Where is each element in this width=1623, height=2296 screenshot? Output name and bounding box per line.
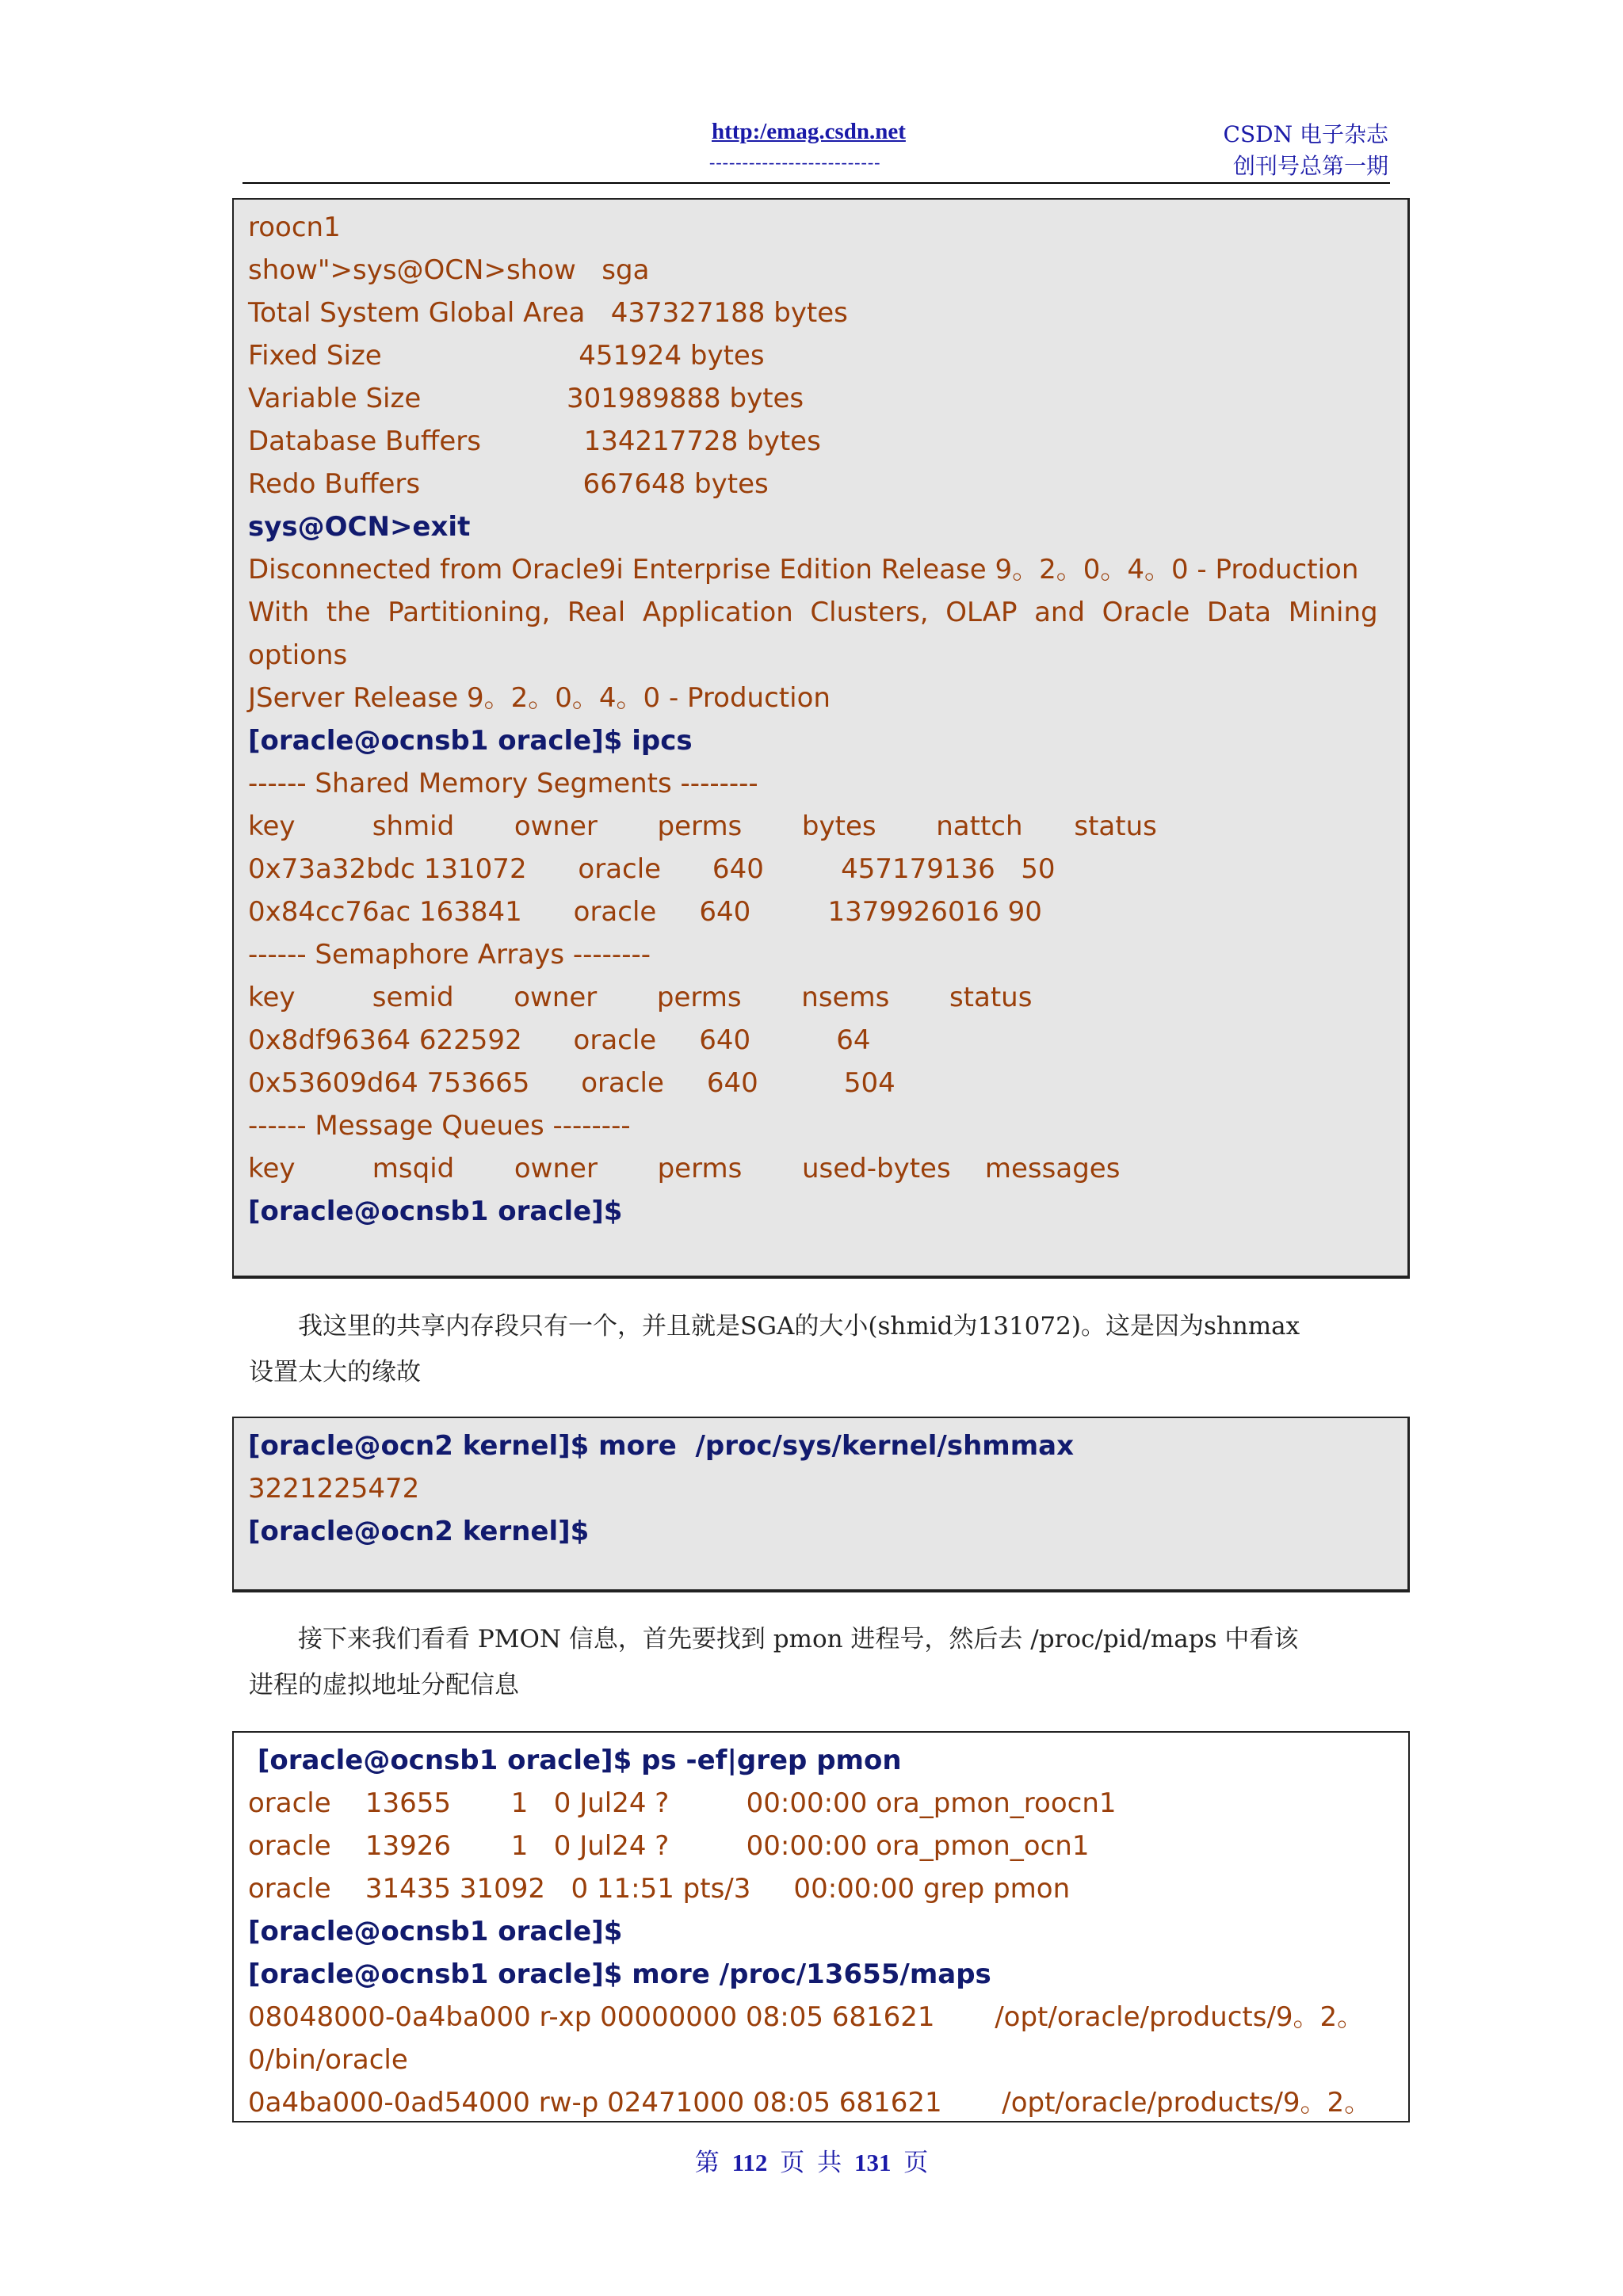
output-line: options [248, 639, 348, 671]
output-line: 0/bin/oracle [248, 2044, 408, 2076]
footer-suffix: 页 [903, 2149, 929, 2177]
output-line: 08048000-0a4ba000 r-xp 00000000 08:05 681621 /opt/oracle/products/9。2。 [248, 2001, 1365, 2033]
output-line: show">sys@OCN>show sga [248, 254, 650, 286]
header-magazine-title [1224, 119, 1388, 182]
output-line: 0x53609d64 753665 oracle 640 504 [248, 1067, 896, 1099]
output-line: 0x84cc76ac 163841 oracle 640 1379926016 90 [248, 896, 1042, 928]
command-line: [oracle@ocn2 kernel]$ more /proc/sys/kernel/shmmax [248, 1430, 1074, 1462]
output-line: Fixed Size 451924 bytes [248, 340, 765, 372]
paragraph-line: 接下来我们看看 PMON 信息，首先要找到 pmon 进程号，然后去 /proc/pid/maps 中看该 [298, 1625, 1299, 1653]
command-line: [oracle@ocn2 kernel]$ [248, 1516, 590, 1547]
output-line: 3221225472 [248, 1473, 420, 1505]
footer-prefix: 第 [694, 2149, 720, 2177]
paragraph-line: 进程的虚拟地址分配信息 [249, 1671, 519, 1699]
footer-mid: 页 共 [780, 2149, 842, 2177]
command-line: sys@OCN>exit [248, 511, 471, 543]
output-line: oracle 13926 1 0 Jul24 ? 00:00:00 ora_pmon_ocn1 [248, 1830, 1090, 1862]
paragraph-line: 设置太大的缘故 [249, 1358, 421, 1386]
paragraph-line: 我这里的共享内存段只有一个，并且就是SGA的大小(shmid为131072)。这是因为shnmax [298, 1312, 1300, 1341]
output-line: With the Partitioning, Real Application Clusters, OLAP and Oracle Data Mining [248, 597, 1378, 628]
output-line: Redo Buffers 667648 bytes [248, 468, 769, 500]
output-line: 0x8df96364 622592 oracle 640 64 [248, 1024, 871, 1056]
paragraph-pmon-intro [249, 1616, 1390, 1708]
command-line: [oracle@ocnsb1 oracle]$ [248, 1916, 623, 1947]
output-line: Total System Global Area 437327188 bytes [248, 297, 848, 329]
output-line: roocn1 [248, 212, 341, 243]
code-block-pmon-maps [232, 1731, 1410, 2122]
header-url-underline-dashes: -------------------------- [709, 152, 881, 172]
footer-page-number: 112 [731, 2149, 768, 2176]
output-line: JServer Release 9。2。0。4。0 - Production [248, 682, 831, 714]
page-footer [0, 2142, 1623, 2178]
command-line: [oracle@ocnsb1 oracle]$ [248, 1196, 623, 1227]
paragraph-shared-memory-note [249, 1303, 1390, 1395]
header-magazine-line1: CSDN 电子杂志 [1223, 121, 1388, 147]
output-line: oracle 31435 31092 0 11:51 pts/3 00:00:00 grep pmon [248, 1873, 1071, 1905]
command-line: [oracle@ocnsb1 oracle]$ ps -ef|grep pmon [248, 1745, 902, 1776]
output-line: Database Buffers 134217728 bytes [248, 425, 821, 457]
output-line: 0a4ba000-0ad54000 rw-p 02471000 08:05 681621 /opt/oracle/products/9。2。 [248, 2087, 1372, 2119]
output-line: key msqid owner perms used-bytes messages [248, 1153, 1121, 1184]
output-line: Disconnected from Oracle9i Enterprise Edition Release 9。2。0。4。0 - Production [248, 554, 1359, 585]
output-line: key semid owner perms nsems status [248, 982, 1033, 1013]
output-line: oracle 13655 1 0 Jul24 ? 00:00:00 ora_pmon_roocn1 [248, 1787, 1117, 1819]
output-line: ------ Shared Memory Segments -------- [248, 768, 758, 799]
code-block-sga-ipcs [232, 198, 1410, 1279]
footer-total-pages: 131 [854, 2149, 892, 2176]
output-line: ------ Semaphore Arrays -------- [248, 939, 651, 971]
output-line: 0x73a32bdc 131072 oracle 640 457179136 50 [248, 853, 1056, 885]
output-line: key shmid owner perms bytes nattch status [248, 810, 1157, 842]
header-url-link[interactable]: http:/emag.csdn.net [712, 119, 906, 144]
code-block-shmmax [232, 1417, 1410, 1592]
header-rule [242, 182, 1390, 184]
header-magazine-line2: 创刊号总第一期 [1232, 153, 1388, 179]
command-line: [oracle@ocnsb1 oracle]$ more /proc/13655/maps [248, 1958, 991, 1990]
output-line: ------ Message Queues -------- [248, 1110, 631, 1142]
command-line: [oracle@ocnsb1 oracle]$ ipcs [248, 725, 693, 757]
output-line: Variable Size 301989888 bytes [248, 383, 804, 414]
